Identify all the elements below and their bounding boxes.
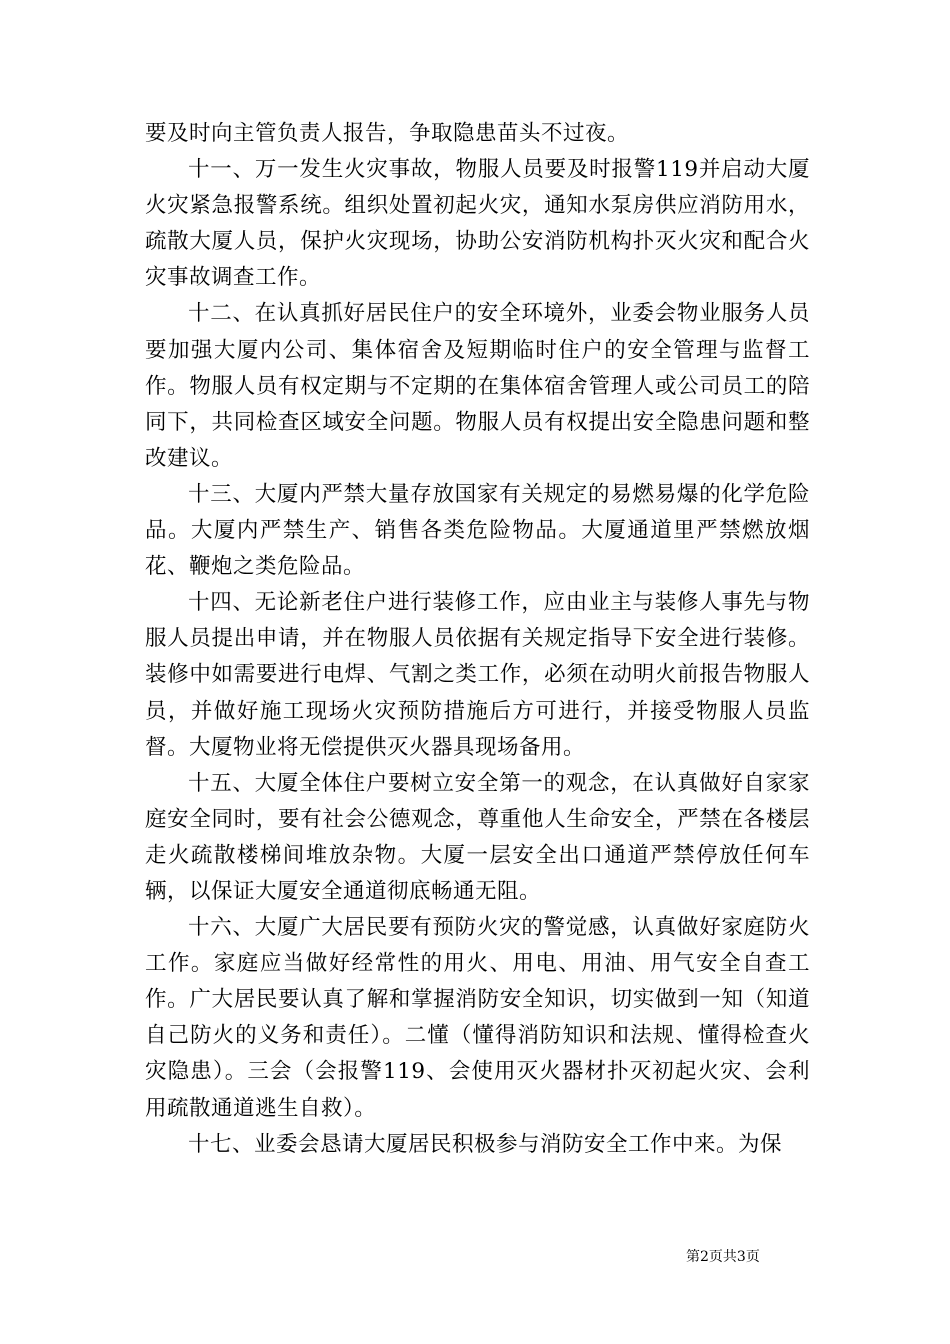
paragraph-item-11: 十一、万一发生火灾事故，物服人员要及时报警119并启动大厦火灾紧急报警系统。组织处置初起火灾，通知水泵房供应消防用水，疏散大厦人员，保护火灾现场，协助公安消防机构扑灭火灾和配合火灾事故调查工作。 bbox=[145, 157, 810, 291]
paragraph-item-14: 十四、无论新老住户进行装修工作，应由业主与装修人事先与物服人员提出申请，并在物服人员依据有关规定指导下安全进行装修。装修中如需要进行电焊、气割之类工作，必须在动明火前报告物服人员，并做好施工现场火灾预防措施后方可进行，并接受物服人员监督。大厦物业将无偿提供灭火器具现场备用。 bbox=[145, 590, 810, 760]
paragraph-item-17: 十七、业委会恳请大厦居民积极参与消防安全工作中来。为保 bbox=[188, 1131, 783, 1157]
paragraph-item-13: 十三、大厦内严禁大量存放国家有关规定的易燃易爆的化学危险品。大厦内严禁生产、销售各类危险物品。大厦通道里严禁燃放烟花、鞭炮之类危险品。 bbox=[145, 481, 810, 580]
document-body bbox=[145, 116, 810, 1163]
paragraph-continuation: 要及时向主管负责人报告，争取隐患苗头不过夜。 bbox=[145, 121, 630, 146]
paragraph-item-16: 十六、大厦广大居民要有预防火灾的警觉感，认真做好家庭防火工作。家庭应当做好经常性的用火、用电、用油、用气安全自查工作。广大居民要认真了解和掌握消防安全知识，切实做到一知（知道自己防火的义务和责任）。二懂（懂得消防知识和法规、懂得检查火灾隐患）。三会（会报警119、会使用灭火器材扑灭初起火灾、会利用疏散通道逃生自救）。 bbox=[145, 915, 810, 1121]
page-number-footer: 第2页共3页 bbox=[686, 1249, 760, 1265]
paragraph-item-12: 十二、在认真抓好居民住户的安全环境外，业委会物业服务人员要加强大厦内公司、集体宿舍及短期临时住户的安全管理与监督工作。物服人员有权定期与不定期的在集体宿舍管理人或公司员工的陪同下，共同检查区域安全问题。物服人员有权提出安全隐患问题和整改建议。 bbox=[145, 301, 810, 471]
paragraph-item-15: 十五、大厦全体住户要树立安全第一的观念，在认真做好自家家庭安全同时，要有社会公德观念，尊重他人生命安全，严禁在各楼层走火疏散楼梯间堆放杂物。大厦一层安全出口通道严禁停放任何车辆，以保证大厦安全通道彻底畅通无阻。 bbox=[145, 770, 810, 904]
